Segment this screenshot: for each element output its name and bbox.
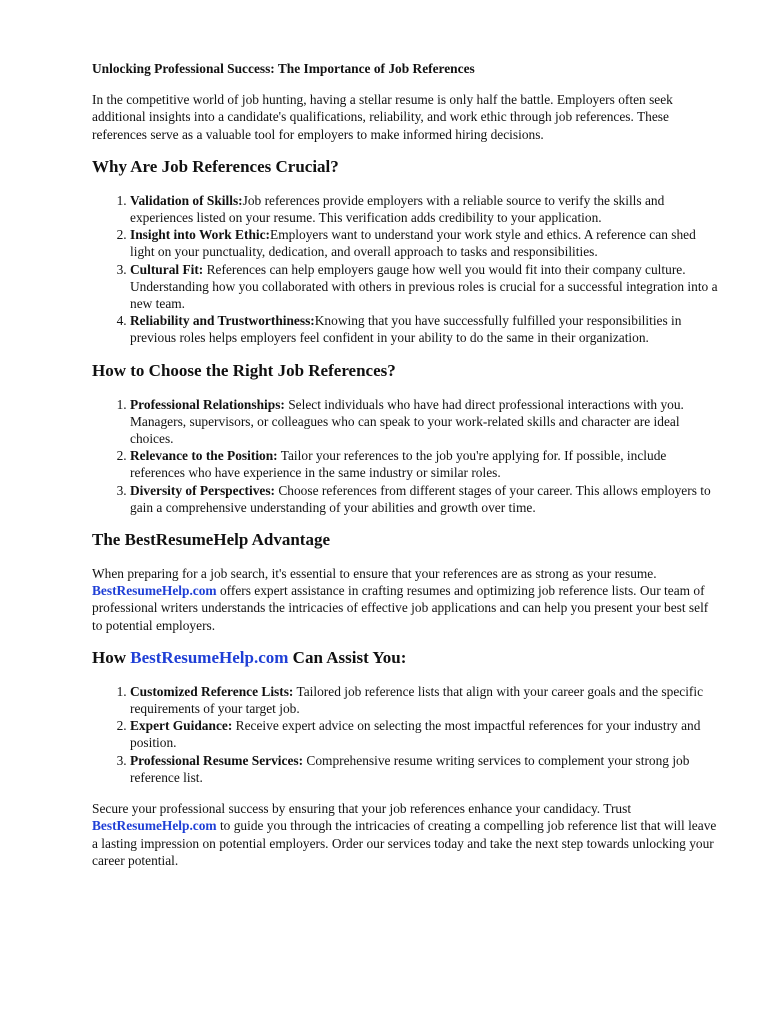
- list-why-references: [92, 192, 722, 347]
- item-text: Knowing that you have successfully fulfilled your responsibilities in previous roles helps employers feel confident in your ability to do the same in their organization.: [130, 313, 682, 346]
- document-page: [92, 60, 722, 883]
- paragraph-text: offers expert assistance in crafting resumes and optimizing job reference lists. Our team of professional writers understands the intricacies of effective job applications and can help you present your best self to potential employers.: [92, 583, 709, 633]
- paragraph-text: When preparing for a job search, it's essential to ensure that your references are as strong as your resume.: [92, 566, 657, 582]
- heading-text: Can Assist You:: [288, 647, 407, 667]
- item-term: Validation of Skills:: [130, 192, 243, 208]
- list-item: [130, 447, 722, 481]
- list-assist-services: [92, 683, 722, 786]
- item-text: References can help employers gauge how well you would fit into their company culture. Understanding how you collaborated with others in previous roles is crucial for a successful integration into a new team.: [130, 261, 718, 312]
- item-term: Relevance to the Position:: [130, 448, 278, 464]
- item-text: Receive expert advice on selecting the most impactful references for your industry and position.: [130, 718, 701, 751]
- section-heading-choose: How to Choose the Right Job References?: [92, 360, 396, 380]
- item-text: Job references provide employers with a reliable source to verify the skills and experiences listed on your resume. This verification adds credibility to your application.: [130, 192, 665, 226]
- item-term: Diversity of Perspectives:: [130, 482, 276, 498]
- bestresumehelp-link[interactable]: BestResumeHelp.com: [92, 583, 217, 599]
- heading-text: How: [92, 647, 131, 667]
- section-heading-why: Why Are Job References Crucial?: [92, 156, 339, 176]
- list-item: [130, 192, 722, 226]
- item-term: Professional Relationships:: [130, 396, 285, 412]
- list-choose-references: [92, 396, 722, 516]
- list-item: [130, 396, 722, 448]
- list-item: [130, 261, 722, 313]
- item-term: Customized Reference Lists:: [130, 683, 294, 699]
- paragraph-text: to guide you through the intricacies of creating a compelling job reference list that will leave a lasting impression on potential employers. Order our services today and take the next step towards unlocking your career potential.: [92, 818, 717, 868]
- closing-bestresumehelp-link[interactable]: BestResumeHelp.com: [92, 818, 217, 834]
- intro-paragraph: In the competitive world of job hunting, having a stellar resume is only half the battle. Employers often seek additional insights into a candidate's qualifications, reliability, and work ethic through job references. These references serve as a valuable tool for employers to make informed hiring decisions.: [92, 92, 673, 142]
- heading-bestresumehelp-link[interactable]: BestResumeHelp.com: [130, 647, 289, 667]
- item-term: Reliability and Trustworthiness:: [130, 313, 315, 329]
- item-text: Choose references from different stages of your career. This allows employers to gain a comprehensive understanding of your abilities and growth over time.: [130, 482, 711, 515]
- list-item: [130, 312, 722, 346]
- list-item: [130, 226, 722, 260]
- item-text: Tailored job reference lists that align with your career goals and the specific requirements of your target job.: [130, 683, 704, 717]
- document-title: Unlocking Professional Success: The Importance of Job References: [92, 61, 475, 76]
- item-text: Comprehensive resume writing services to complement your strong job reference list.: [130, 752, 690, 785]
- section-heading-assist: [92, 648, 722, 668]
- list-item: [130, 752, 722, 786]
- list-item: [130, 683, 722, 717]
- item-text: Select individuals who have had direct professional interactions with you. Managers, supervisors, or colleagues who can speak to your work-related skills and character are ideal choices.: [130, 396, 684, 447]
- paragraph-text: Secure your professional success by ensuring that your job references enhance your candidacy. Trust: [92, 801, 632, 817]
- item-text: Employers want to understand your work style and ethics. A reference can shed light on your punctuality, dedication, and overall approach to tasks and responsibilities.: [130, 227, 696, 260]
- advantage-paragraph: [92, 565, 722, 634]
- item-text: Tailor your references to the job you're applying for. If possible, include references who have experience in the same industry or similar roles.: [130, 448, 667, 481]
- section-heading-advantage: The BestResumeHelp Advantage: [92, 530, 330, 550]
- list-item: [130, 717, 722, 751]
- item-term: Cultural Fit:: [130, 261, 204, 277]
- item-term: Professional Resume Services:: [130, 752, 304, 768]
- item-term: Insight into Work Ethic:: [130, 227, 271, 243]
- list-item: [130, 482, 722, 516]
- item-term: Expert Guidance:: [130, 718, 233, 734]
- closing-paragraph: [92, 800, 722, 869]
